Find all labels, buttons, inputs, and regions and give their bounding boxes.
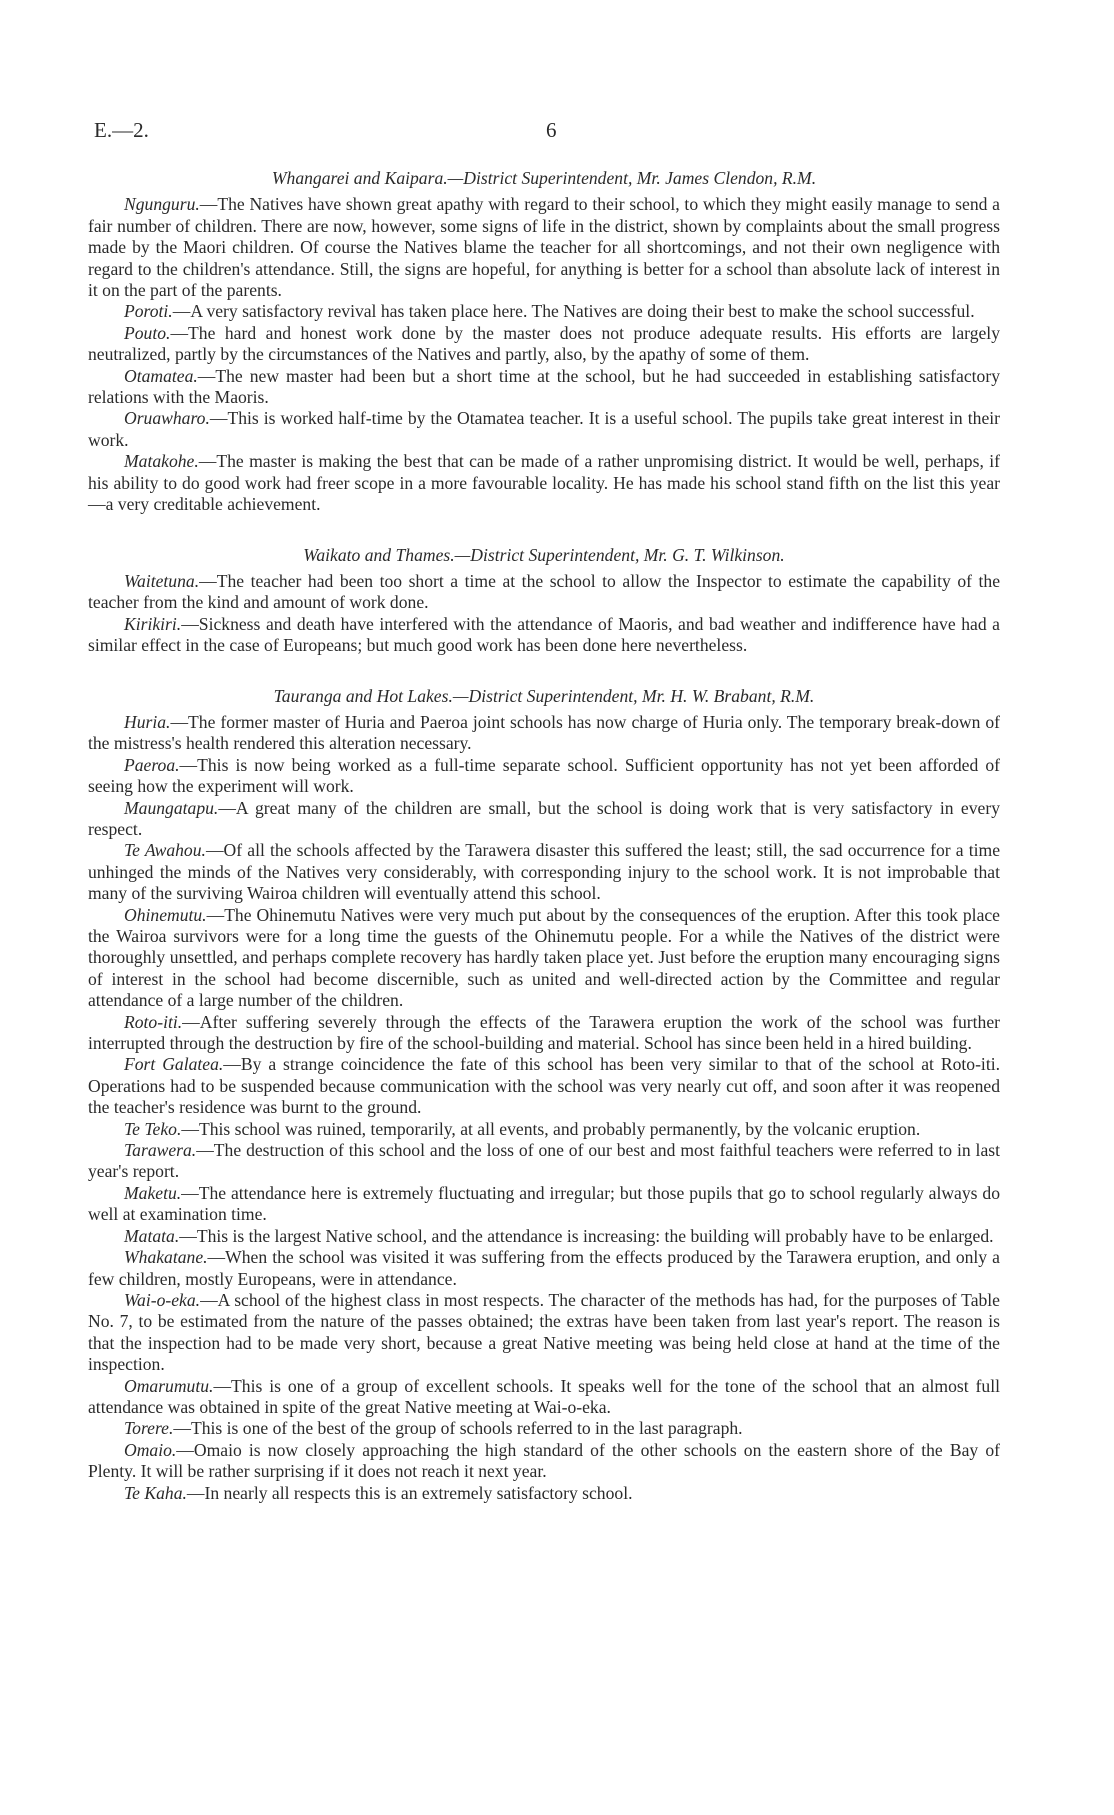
page-number: 6 xyxy=(546,118,557,142)
school-report-text: —In nearly all respects this is an extremely satisfactory school. xyxy=(186,1482,633,1503)
running-header xyxy=(88,118,1000,146)
school-entry xyxy=(88,1012,1000,1055)
school-name: Maketu. xyxy=(124,1182,182,1203)
school-name: Poroti. xyxy=(124,301,173,322)
school-report-text: —The master is making the best that can be made of a rather unpromising district. It would be well, perhaps, if his ability to do good work had freer scope in a more favourable locality. He has made his school stand fifth on the list this year—a very creditable achievement. xyxy=(88,451,1000,515)
school-name: Oruawharo. xyxy=(124,408,210,429)
school-entry xyxy=(88,798,1000,841)
school-name: Whakatane. xyxy=(124,1247,208,1268)
district-section xyxy=(88,168,1000,516)
school-report-text: —The new master had been but a short time at the school, but he had succeeded in establishing satisfactory relations with the Maoris. xyxy=(88,365,1000,408)
school-entry xyxy=(88,1226,1000,1247)
report-body xyxy=(88,168,1000,1504)
school-report-text: —This is one of a group of excellent schools. It speaks well for the tone of the school that an almost full attendance was obtained in spite of the great Native meeting at Wai-o-eka. xyxy=(88,1375,1000,1417)
school-report-text: —The attendance here is extremely fluctuating and irregular; but those pupils that go to school regularly always do well at examination time. xyxy=(88,1182,1000,1225)
school-name: Te Kaha. xyxy=(124,1482,187,1503)
district-section xyxy=(88,545,1000,657)
school-entry xyxy=(88,1054,1000,1118)
school-report-text: —When the school was visited it was suffering from the effects produced by the Tarawera eruption, and only a few children, mostly Europeans, were in attendance. xyxy=(88,1247,1000,1289)
school-name: Waitetuna. xyxy=(124,570,200,591)
school-name: Kirikiri. xyxy=(124,613,182,634)
school-entry xyxy=(88,755,1000,798)
school-name: Pouto. xyxy=(124,322,171,343)
school-name: Paeroa. xyxy=(124,754,180,775)
school-report-text: —Of all the schools affected by the Tarawera disaster this suffered the least; still, the sad occurrence for a time unhinged the minds of the Natives very considerably, with corresponding injury to the school work. It is not improbable that many of the surviving Wairoa children will eventually attend this school. xyxy=(88,840,1001,904)
school-entry xyxy=(88,323,1000,366)
document-reference: E.—2. xyxy=(94,118,149,142)
school-name: Ohinemutu. xyxy=(124,904,207,925)
school-name: Fort Galatea. xyxy=(124,1054,224,1075)
school-entry xyxy=(88,1140,1000,1183)
school-report-text: —The destruction of this school and the loss of one of our best and most faithful teachers were referred to in last year's report. xyxy=(88,1140,1000,1182)
school-report-text: —The hard and honest work done by the master does not produce adequate results. His efforts are largely neutralized, partly by the circumstances of the Natives and partly, also, by the apathy of some of them. xyxy=(88,322,1000,365)
school-report-text: —The Ohinemutu Natives were very much put about by the consequences of the eruption. After this took place the Wairoa survivors were for a long time the guests of the Ohinemutu people. For a while the Natives of the district were thoroughly unsettled, and perhaps complete recovery has hardly taken place yet. Just before the eruption many encouraging signs of interest in the school had become discernible, such as united and well-directed action by the Committee and regular attendance of a large number of the children. xyxy=(88,904,1000,1011)
school-report-text: —Sickness and death have interfered with the attendance of Maoris, and bad weather and indifference have had a similar effect in the case of Europeans; but much good work has been done here nevertheless. xyxy=(88,613,1000,656)
school-name: Matata. xyxy=(124,1225,180,1246)
district-section xyxy=(88,686,1000,1504)
school-name: Omaio. xyxy=(124,1439,177,1460)
school-entry xyxy=(88,1290,1000,1376)
school-report-text: —This is worked half-time by the Otamatea teacher. It is a useful school. The pupils take great interest in their work. xyxy=(88,408,1000,450)
school-entry xyxy=(88,1119,1000,1140)
school-report-text: —This is now being worked as a full-time separate school. Sufficient opportunity has not yet been afforded of seeing how the experiment will work. xyxy=(88,754,1000,797)
school-report-text: —A great many of the children are small, but the school is doing work that is very satisfactory in every respect. xyxy=(88,797,1000,839)
school-entry xyxy=(88,366,1000,409)
school-name: Ngunguru. xyxy=(124,194,200,215)
district-heading: Whangarei and Kaipara.—District Superintendent, Mr. James Clendon, R.M. xyxy=(271,168,817,188)
school-entry xyxy=(88,1418,1000,1439)
school-name: Te Awahou. xyxy=(124,840,206,861)
school-entry xyxy=(88,1483,1000,1504)
school-entry xyxy=(88,1440,1000,1483)
school-entry xyxy=(88,451,1000,515)
school-entry xyxy=(88,712,1000,755)
school-name: Otamatea. xyxy=(124,365,198,386)
school-name: Torere. xyxy=(124,1418,174,1439)
school-entry xyxy=(88,1247,1000,1290)
school-report-text: —This is one of the best of the group of schools referred to in the last paragraph. xyxy=(173,1418,743,1439)
school-report-text: —The teacher had been too short a time at the school to allow the Inspector to estimate the capability of the teacher from the kind and amount of work done. xyxy=(88,570,1000,613)
district-heading: Tauranga and Hot Lakes.—District Superintendent, Mr. H. W. Brabant, R.M. xyxy=(273,685,815,706)
school-report-text: —The Natives have shown great apathy with regard to their school, to which they might easily manage to send a fair number of children. There are now, however, some signs of life in the district, shown by complaints about the small progress made by the Maori children. Of course the Natives blame the teacher for all shortcomings, and not their own negligence with regard to the children's attendance. Still, the signs are hopeful, for anything is better for a school than absolute lack of interest in it on the part of the parents. xyxy=(88,194,1000,301)
school-entry xyxy=(88,571,1000,614)
school-report-text: —This school was ruined, temporarily, at all events, and probably permanently, by the volcanic eruption. xyxy=(181,1118,921,1139)
school-entry xyxy=(88,1376,1000,1419)
school-name: Huria. xyxy=(124,711,171,732)
school-report-text: —A very satisfactory revival has taken place here. The Natives are doing their best to make the school successful. xyxy=(172,301,975,322)
school-name: Tarawera. xyxy=(124,1140,197,1161)
district-heading: Waikato and Thames.—District Superintendent, Mr. G. T. Wilkinson. xyxy=(303,544,785,565)
school-name: Matakohe. xyxy=(124,451,199,472)
school-report-text: —After suffering severely through the effects of the Tarawera eruption the work of the school was further interrupted through the destruction by fire of the school-building and material. School has since been held in a hired building. xyxy=(88,1011,1000,1054)
school-entry xyxy=(88,301,1000,322)
school-name: Roto-iti. xyxy=(124,1011,183,1032)
school-entry xyxy=(88,408,1000,451)
school-report-text: —A school of the highest class in most respects. The character of the methods has had, for the purposes of Table No. 7, to be estimated from the nature of the passes obtained; the extras have been taken from last year's report. The reason is that the inspection had to be made very short, because a great Native meeting was being held close at hand at the time of the inspection. xyxy=(88,1289,1000,1375)
school-name: Wai-o-eka. xyxy=(124,1289,201,1310)
school-entry xyxy=(88,194,1000,301)
school-name: Te Teko. xyxy=(124,1118,182,1139)
school-entry xyxy=(88,1183,1000,1226)
school-report-text: —The former master of Huria and Paeroa joint schools has now charge of Huria only. The temporary break-down of the mistress's health rendered this alteration necessary. xyxy=(88,711,1000,754)
school-entry xyxy=(88,614,1000,657)
school-name: Maungatapu. xyxy=(124,797,219,818)
school-report-text: —Omaio is now closely approaching the high standard of the other schools on the eastern shore of the Bay of Plenty. It will be rather surprising if it does not reach it next year. xyxy=(88,1439,1000,1482)
school-report-text: —By a strange coincidence the fate of this school has been very similar to that of the school at Roto-iti. Operations had to be suspended because communication with the school was very nearly cut off, and soon after it was reopened the teacher's residence was burnt to the ground. xyxy=(88,1054,1000,1118)
school-entry xyxy=(88,905,1000,1012)
school-report-text: —This is the largest Native school, and the attendance is increasing: the building will probably have to be enlarged. xyxy=(179,1225,994,1246)
school-name: Omarumutu. xyxy=(124,1375,214,1396)
school-entry xyxy=(88,840,1000,904)
